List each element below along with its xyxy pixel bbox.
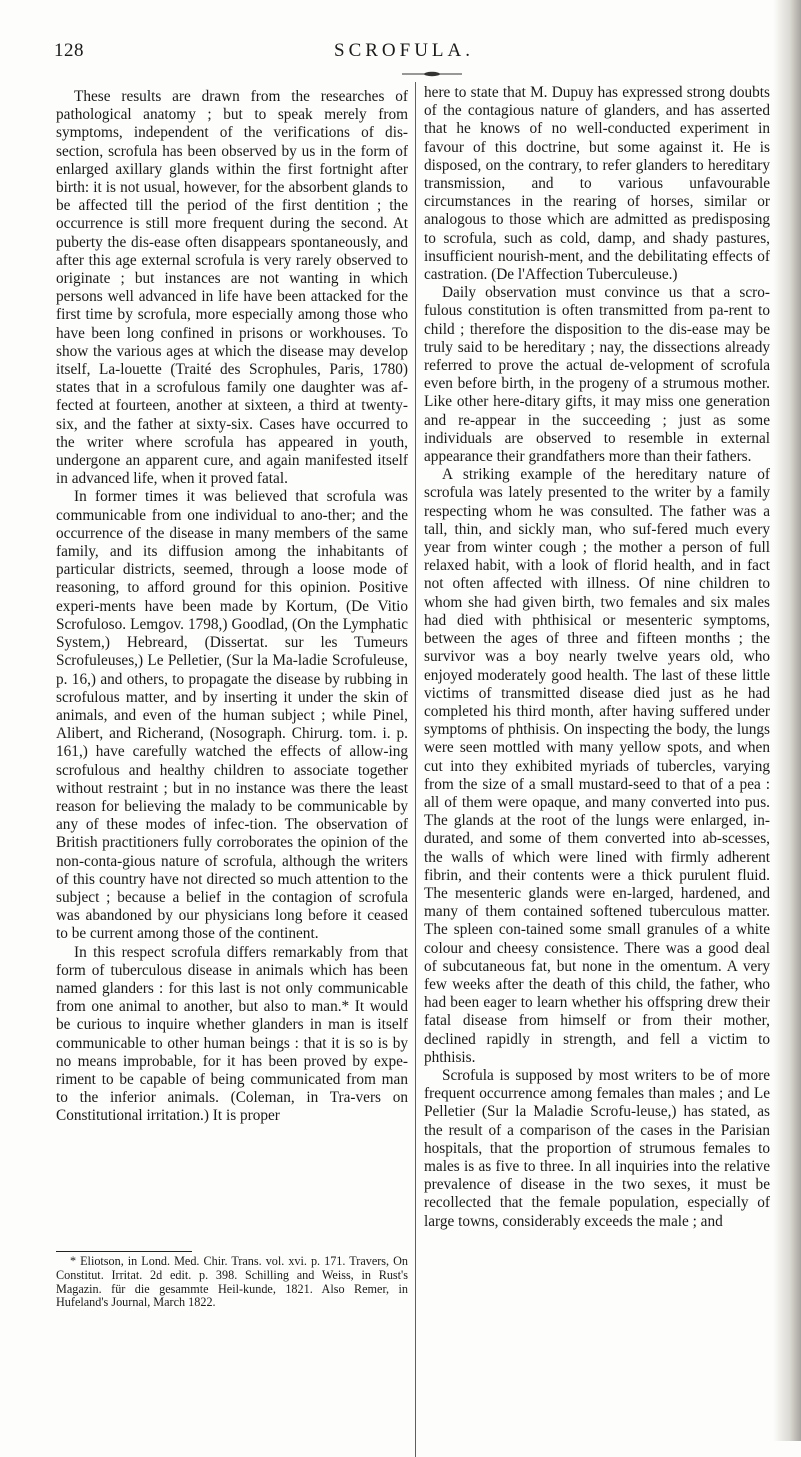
paragraph: Scrofula is supposed by most writers to be of more frequent occurrence among females than males ; and Le Pelletier (Sur la Maladie Scrofu-leuse,) has stated, as the result of a comparison of the cases in the Parisian hospitals, that the proportion of strumous females to males is as five to three. In all inquiries into the relative prevalence of disease in the two sexes, it must be recollected that the female population, especially of large towns, considerably exceeds the male ; and	[424, 1066, 770, 1230]
column-divider	[415, 82, 416, 1457]
running-head: SCROFULA.	[334, 40, 474, 61]
page-edge-shadow	[773, 0, 801, 1441]
paragraph: Daily observation must convince us that a scro-fulous constitution is often transmitted from pa-rent to child ; therefore the disposition to the dis-ease may be truly said to be hereditary ; nay, the dissections already referred to prove the actual de-velopment of scrofula even before birth, in the progeny of a strumous mother. Like other here-ditary gifts, it may miss one generation and re-appear in the succeeding ; just as some individuals are observed to resemble in external appearance their grandfathers more than their fathers.	[424, 284, 770, 466]
page-header	[54, 40, 754, 70]
left-column	[56, 88, 408, 1126]
page-number: 128	[54, 40, 84, 61]
paragraph: In former times it was believed that scrofula was communicable from one individual to ano-ther; and the occurrence of the disease in many members of the same family, and its diffusion among the inhabitants of particular districts, seemed, through a loose mode of reasoning, to afford ground for this opinion. Positive experi-ments have been made by Kortum, (De Vitio Scrofuloso. Lemgov. 1798,) Goodlad, (On the Lymphatic System,) Hebreard, (Dissertat. sur les Tumeurs Scrofuleuses,) Le Pelletier, (Sur la Ma-ladie Scrofuleuse, p. 16,) and others, to propagate the disease by rubbing in scrofulous matter, and by inserting it under the skin of animals, and even of the human subject ; while Pinel, Alibert, and Richerand, (Nosograph. Chirurg. tom. i. p. 161,) have carefully watched the effects of allow-ing scrofulous and healthy children to associate together without restraint ; but in no instance was there the least reason for believing the malady to be communicable by any of these modes of infec-tion. The observation of British practitioners fully corroborates the opinion of the non-conta-gious nature of scrofula, although the writers of this country have not directed so much attention to the subject ; because a belief in the contagion of scrofula was abandoned by our physicians long before it ceased to be current among those of the continent.	[56, 488, 408, 943]
footnote	[56, 1255, 408, 1310]
right-column	[424, 84, 770, 1231]
footnote-text: * Eliotson, in Lond. Med. Chir. Trans. vol. xvi. p. 171. Travers, On Constitut. Irritat. 2d edit. p. 398. Schilling and Weiss, in Rust's Magazin. für die gesammte Heil-kunde, 1821. Also Remer, in Hufeland's Journal, March 1822.	[56, 1254, 408, 1310]
paragraph: A striking example of the hereditary nature of scrofula was lately presented to the writer by a family respecting whom he was consulted. The father was a tall, thin, and sickly man, who suf-fered much every year from winter cough ; the mother a person of full relaxed habit, with a look of florid health, and in fact not often affected with illness. Of nine children to whom she had given birth, two females and six males had died with phthisical or mesenteric symptoms, between the ages of three and fifteen months ; the survivor was a boy nearly twelve years old, who enjoyed moderately good health. The last of these little victims of transmitted disease died just as he had completed his third month, after having suffered under symptoms of phthisis. On inspecting the body, the lungs were seen mottled with many yellow spots, and when cut into they exhibited myriads of tubercles, varying from the size of a small mustard-seed to that of a pea : all of them were opaque, and many converted into pus. The glands at the root of the lungs were enlarged, in-durated, and some of them converted into ab-scesses, the walls of which were lined with firmly adherent fibrin, and their contents were a thick purulent fluid. The mesenteric glands were en-larged, hardened, and many of them contained softened tuberculous matter. The spleen con-tained some small granules of a white colour and cheesy consistence. There was a good deal of subcutaneous fat, but none in the omentum. A very few weeks after the death of this child, the father, who had been eager to learn whether his offspring drew their fatal disease from himself or from their mother, declined rapidly in strength, and fell a victim to phthisis.	[424, 466, 770, 1066]
paragraph: here to state that M. Dupuy has expressed strong doubts of the contagious nature of glanders, and has asserted that he knows of no well-conducted experiment in favour of this doctrine, but some against it. He is disposed, on the contrary, to refer glanders to hereditary transmission, and to various unfavourable circumstances in the rearing of horses, similar or analogous to those which are admitted as predisposing to scrofula, such as cold, damp, and shady pastures, insufficient nourish-ment, and the debilitating effects of castration. (De l'Affection Tuberculeuse.)	[424, 84, 770, 284]
paragraph: In this respect scrofula differs remarkably from that form of tuberculous disease in animals which has been named glanders : for this last is not only communicable from one animal to another, but also to man.* It would be curious to inquire whether glanders in man is itself communicable to other human beings : that it is so is by no means improbable, for it has been proved by expe-riment to be capable of being communicated from man to the inferior animals. (Coleman, in Tra-vers on Constitutional irritation.) It is proper	[56, 943, 408, 1125]
footnote-rule	[56, 1251, 192, 1252]
paragraph: These results are drawn from the researches of pathological anatomy ; but to speak merely from symptoms, independent of the verifications of dis-section, scrofula has been observed by us in the form of enlarged axillary glands within the first fortnight after birth: it is not usual, however, for the absorbent glands to be affected till the period of the first dentition ; the occurrence is still more frequent during the second. At puberty the dis-ease often disappears spontaneously, and after this age external scrofula is very rarely observed to originate ; but instances are not wanting in which persons well advanced in life have been attacked for the first time by scrofula, more especially among those who have been long confined in prisons or workhouses. To show the various ages at which the disease may develop itself, La-louette (Traité des Scrophules, Paris, 1780) states that in a scrofulous family one daughter was af-fected at fourteen, another at sixteen, a third at twenty-six, and the father at sixty-six. Cases have occurred to the writer where scrofula has appeared in youth, undergone an apparent cure, and again manifested itself in advanced life, when it proved fatal.	[56, 88, 408, 488]
header-ornament-icon	[402, 71, 462, 77]
